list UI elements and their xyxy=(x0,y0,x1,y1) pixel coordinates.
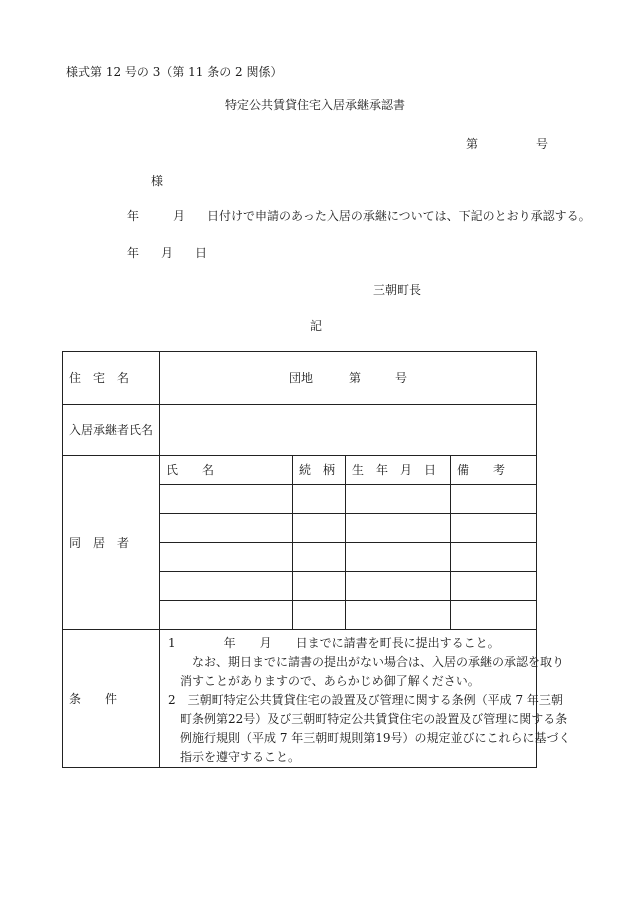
home-dai: 第 xyxy=(349,371,362,385)
cohabitant-relation-cell[interactable] xyxy=(293,572,346,601)
condition-text xyxy=(160,630,571,768)
cohabitant-birth-cell[interactable] xyxy=(346,543,451,572)
cohabitant-birth-cell[interactable] xyxy=(346,572,451,601)
condition-line: 指示を遵守すること。 xyxy=(168,750,301,764)
issue-day: 日 xyxy=(195,246,208,260)
condition-line: 例施行規則（平成 7 年三朝町規則第19号）の規定並びにこれらに基づく xyxy=(168,731,571,745)
cohabitant-name-cell[interactable] xyxy=(160,485,293,514)
col-birth: 生 年 月 日 xyxy=(346,456,451,485)
successor-label: 入居承継者氏名 xyxy=(63,405,160,456)
issuer-title: 三朝町長 xyxy=(373,283,422,297)
approval-sentence xyxy=(127,210,591,222)
cohabitant-relation-cell[interactable] xyxy=(293,514,346,543)
col-relation: 続 柄 xyxy=(293,456,346,485)
condition-line: 1 年 月 日までに請書を町長に提出すること。 xyxy=(168,636,500,650)
cohabitant-remarks-cell[interactable] xyxy=(451,514,537,543)
form-number: 様式第 12 号の 3（第 11 条の 2 関係） xyxy=(66,65,283,79)
issue-month: 月 xyxy=(161,246,174,260)
cohabitant-birth-cell[interactable] xyxy=(346,485,451,514)
doc-number-suffix: 号 xyxy=(536,137,549,151)
cohabitant-birth-cell[interactable] xyxy=(346,601,451,630)
approval-text: 日付けで申請のあった入居の承継については、下記のとおり承認する。 xyxy=(207,209,591,223)
home-go: 号 xyxy=(395,371,408,385)
cohabitant-relation-cell[interactable] xyxy=(293,485,346,514)
home-label: 住 宅 名 xyxy=(63,352,160,405)
cohabitant-name-cell[interactable] xyxy=(160,514,293,543)
condition-line: なお、期日までに請書の提出がない場合は、入居の承継の承認を取り xyxy=(168,655,565,669)
cohabitant-name-cell[interactable] xyxy=(160,572,293,601)
document-title: 特定公共賃貸住宅入居承継承認書 xyxy=(224,98,405,112)
successor-row xyxy=(63,405,537,456)
home-row xyxy=(63,352,537,405)
cohabitant-name-cell[interactable] xyxy=(160,543,293,572)
cohabitant-remarks-cell[interactable] xyxy=(451,572,537,601)
approval-table xyxy=(62,351,571,768)
condition-line: 町条例第22号）及び三朝町特定公共賃貸住宅の設置及び管理に関する条 xyxy=(168,712,568,726)
condition-line: 消すことがありますので、あらかじめ御了解ください。 xyxy=(168,674,480,688)
issue-date xyxy=(127,247,207,259)
condition-label: 条 件 xyxy=(63,630,160,768)
approval-year: 年 xyxy=(127,209,140,223)
successor-value[interactable] xyxy=(160,405,537,456)
cohabitant-name-cell[interactable] xyxy=(160,601,293,630)
home-danchi: 団地 xyxy=(289,371,314,385)
condition-row xyxy=(63,630,537,768)
ki-heading: 記 xyxy=(310,319,323,333)
cohabitant-relation-cell[interactable] xyxy=(293,543,346,572)
condition-line: 2 三朝町特定公共賃貸住宅の設置及び管理に関する条例（平成 7 年三朝 xyxy=(168,693,563,707)
issue-year: 年 xyxy=(127,246,140,260)
cohabitant-label: 同 居 者 xyxy=(63,456,160,630)
approval-month: 月 xyxy=(173,209,186,223)
cohabitant-remarks-cell[interactable] xyxy=(451,601,537,630)
col-name: 氏 名 xyxy=(160,456,293,485)
cohabitant-birth-cell[interactable] xyxy=(346,514,451,543)
cohabitant-header-row xyxy=(63,456,537,485)
addressee-honorific: 様 xyxy=(151,174,164,188)
col-remarks: 備 考 xyxy=(451,456,537,485)
doc-number-prefix: 第 xyxy=(466,137,479,151)
cohabitant-remarks-cell[interactable] xyxy=(451,543,537,572)
cohabitant-relation-cell[interactable] xyxy=(293,601,346,630)
home-value xyxy=(160,352,537,405)
cohabitant-remarks-cell[interactable] xyxy=(451,485,537,514)
